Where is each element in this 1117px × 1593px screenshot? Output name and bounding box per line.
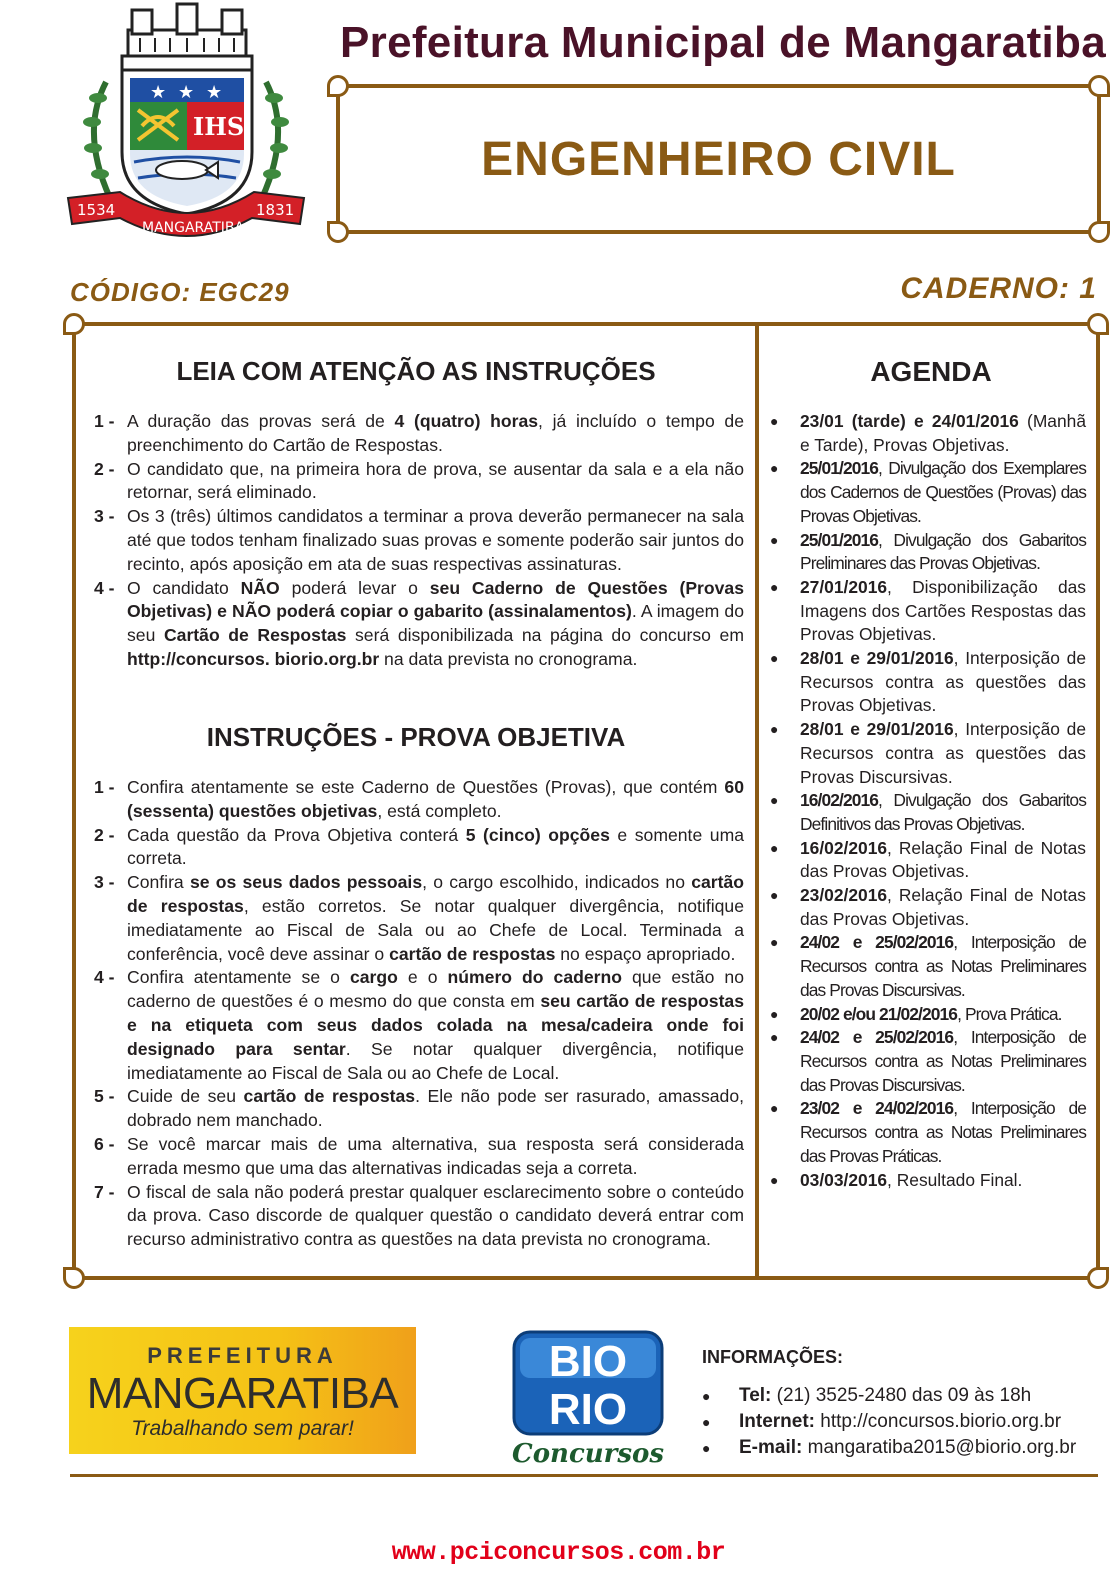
emphasis-text: 4 (quatro) horas: [394, 411, 539, 431]
instruction-item: [94, 577, 744, 672]
emphasis-text: cargo: [349, 967, 398, 988]
frame-corner-ornament: [63, 313, 85, 335]
instruction-text: [127, 776, 744, 824]
agenda-text: [800, 1097, 1086, 1168]
emphasis-text: número do caderno: [447, 967, 622, 988]
emphasis-text: cartão de respostas: [127, 872, 745, 916]
bullet-icon: ●: [770, 1005, 779, 1022]
instruction-text: [127, 458, 744, 506]
frame-corner-ornament: [327, 221, 349, 243]
body-text: Confira atentamente se o: [127, 967, 350, 988]
emphasis-text: 25/01/2016: [800, 458, 879, 479]
bullet-icon: ●: [770, 413, 779, 429]
brand-line-prefeitura: PREFEITURA: [147, 1343, 338, 1368]
instruction-item: [94, 410, 744, 458]
emphasis-text: 28/01 e 29/01/2016: [800, 648, 954, 669]
instruction-number: 3 -: [94, 872, 115, 893]
emphasis-text: 23/02 e 24/02/2016: [800, 1098, 954, 1119]
svg-text:★: ★: [178, 82, 195, 102]
instruction-item: [94, 824, 744, 872]
instructions-list: [94, 410, 744, 672]
emphasis-text: 16/02/2016: [800, 790, 879, 811]
brand-line-mangaratiba: MANGARATIBA: [86, 1369, 399, 1418]
bullet-icon: ●: [770, 721, 779, 738]
instruction-item: [94, 966, 744, 1085]
agenda-item: [766, 576, 1086, 647]
agenda-item: [766, 647, 1086, 718]
brand-slogan: Trabalhando sem parar!: [131, 1417, 354, 1440]
body-text: que estão no caderno de questões é o mesmo do que consta em: [127, 967, 745, 1012]
emphasis-text: cartão de respostas: [243, 1086, 416, 1107]
internet-label: Internet:: [739, 1411, 815, 1432]
instructions-frame: [72, 322, 1100, 1280]
frame-corner-ornament: [1087, 1267, 1109, 1289]
instruction-text: [127, 1133, 744, 1181]
frame-corner-ornament: [327, 75, 349, 97]
exam-code: CÓDIGO: EGC29: [70, 277, 290, 307]
bullet-icon: ●: [770, 460, 779, 477]
instruction-number: 4 -: [94, 967, 115, 988]
body-text: . Ele não pode ser rasurado, amassado, dobrado nem manchado.: [127, 1086, 745, 1131]
body-text: , Prova Prática.: [957, 1003, 1062, 1024]
emphasis-text: 25/01/2016: [800, 529, 879, 550]
svg-text:★: ★: [150, 82, 167, 102]
bullet-icon: ●: [770, 792, 779, 809]
body-text: . A imagem do seu: [127, 601, 744, 646]
body-text: Os 3 (três) últimos candidatos a terminar a prova deverão permanecer na sala até que todos tenham finalizado suas provas e somente poderão sair juntos do recinto, após aposição em ata de suas respectivas assinaturas.: [127, 506, 744, 574]
body-text: Cuide de seu: [127, 1086, 244, 1107]
frame-corner-ornament: [63, 1267, 85, 1289]
instructions-heading: LEIA COM ATENÇÃO AS INSTRUÇÕES: [176, 356, 656, 386]
body-text: , o cargo escolhido, indicados no: [422, 872, 692, 893]
agenda-item: [766, 1003, 1086, 1027]
info-heading: INFORMAÇÕES:: [702, 1347, 843, 1367]
agenda-text: [800, 718, 1086, 789]
body-text: Cada questão da Prova Objetiva conterá: [127, 824, 466, 845]
svg-text:IHS: IHS: [193, 112, 245, 141]
svg-text:1534: 1534: [77, 201, 116, 219]
info-internet: [702, 1411, 1061, 1433]
instruction-text: [127, 966, 744, 1085]
emphasis-text: 28/01 e 29/01/2016: [800, 719, 954, 740]
svg-text:BIO: BIO: [548, 1337, 628, 1386]
svg-text:★: ★: [206, 82, 223, 102]
instruction-text: [127, 577, 744, 672]
tel-value: (21) 3525-2480 das 09 às 18h: [771, 1385, 1032, 1406]
objective-instructions-list: [94, 776, 744, 1252]
emphasis-text: 03/03/2016: [800, 1169, 888, 1190]
instruction-text: [127, 505, 744, 576]
cargo-title: ENGENHEIRO CIVIL: [481, 133, 956, 186]
bullet-icon: ●: [702, 1388, 711, 1404]
body-text: A duração das provas será de: [127, 411, 395, 431]
agenda-list: [766, 410, 1086, 1192]
frame-corner-ornament: [1088, 75, 1110, 97]
body-text: e o: [397, 967, 448, 988]
svg-text:MANGARATIBA: MANGARATIBA: [142, 220, 245, 236]
agenda-item: [766, 931, 1086, 1002]
body-text: , Relação Final de Notas das Provas Objetivas.: [800, 885, 1086, 929]
bullet-icon: ●: [770, 839, 779, 856]
booklet-number: CADERNO: 1: [900, 272, 1097, 305]
agenda-item: [766, 1097, 1086, 1168]
body-text: , estão corretos. Se notar qualquer divergência, notifique imediatamente ao Fiscal de Sala ou ao Chefe de Local. Terminada a conferência, você deve assinar o: [127, 895, 744, 964]
info-email: [702, 1437, 1076, 1459]
agenda-text: [800, 457, 1086, 528]
bullet-icon: ●: [702, 1414, 711, 1430]
emphasis-text: NÃO: [240, 577, 280, 598]
bullet-icon: ●: [770, 1100, 779, 1117]
body-text: poderá levar o: [279, 577, 430, 598]
instruction-item: [94, 1181, 744, 1252]
agenda-text: [800, 1169, 1086, 1193]
body-text: , Divulgação dos Gabaritos Definitivos das Provas Objetivas.: [800, 790, 1086, 834]
instruction-text: [127, 824, 744, 872]
body-text: O candidato: [127, 577, 241, 598]
agenda-item: [766, 837, 1086, 884]
agenda-text: [800, 931, 1086, 1002]
emphasis-text: seu Caderno de Questões (Provas Objetivas) e NÃO poderá copiar o gabarito (assinalamentos): [127, 577, 744, 622]
emphasis-text: cartão de respostas: [389, 943, 556, 964]
instruction-text: [127, 410, 744, 458]
body-text: Confira atentamente se este Caderno de Questões (Provas), que contém: [127, 777, 725, 797]
agenda-item: [766, 1169, 1086, 1193]
agenda-text: [800, 837, 1086, 884]
agenda-text: [800, 647, 1086, 718]
instruction-number: 5 -: [94, 1086, 115, 1107]
instruction-text: [127, 1181, 744, 1252]
instruction-number: 3 -: [94, 506, 115, 527]
agenda-item: [766, 410, 1086, 457]
svg-text:Concursos: Concursos: [512, 1439, 664, 1469]
body-text: . Se notar qualquer divergência, notifique imediatamente ao Fiscal de Sala ou ao Chefe de Local.: [127, 1038, 744, 1083]
bullet-icon: ●: [770, 531, 779, 548]
body-text: , Divulgação dos Gabaritos Preliminares das Provas Objetivas.: [800, 529, 1086, 574]
column-divider: [755, 326, 759, 1276]
emphasis-text: 5 (cinco) opções: [465, 824, 610, 845]
agenda-item: [766, 789, 1086, 836]
instruction-item: [94, 776, 744, 824]
instruction-item: [94, 505, 744, 576]
bullet-icon: ●: [770, 1171, 779, 1188]
body-text: na data prevista no cronograma.: [379, 648, 638, 669]
body-text: Confira: [127, 872, 190, 893]
agenda-text: [800, 884, 1086, 931]
agenda-item: [766, 884, 1086, 931]
email-label: E-mail:: [739, 1437, 803, 1458]
body-text: , Interposição de Recursos contra as Notas Preliminares das Provas Discursivas.: [800, 1027, 1086, 1095]
agenda-text: [800, 1003, 1086, 1027]
emphasis-text: seu cartão de respostas e na etiqueta com seus dados colada na mesa/cadeira onde foi designado para sentar: [127, 991, 744, 1059]
body-text: O fiscal de sala não poderá prestar qualquer esclarecimento sobre o conteúdo da prova. Caso discorde de qualquer questão o candidato deverá entrar com recurso administrativo contra as questões na data prevista no cronograma.: [127, 1181, 744, 1250]
emphasis-text: 24/02 e 25/02/2016: [800, 932, 954, 953]
instruction-text: [127, 871, 744, 966]
prefeitura-mangaratiba-logo: [69, 1327, 416, 1454]
body-text: , Interposição de Recursos contra as Notas Preliminares das Provas Discursivas.: [800, 932, 1086, 1000]
body-text: , Relação Final de Notas das Provas Objetivas.: [800, 837, 1086, 882]
instruction-item: [94, 1085, 744, 1133]
body-text: , Resultado Final.: [887, 1169, 1023, 1190]
emphasis-text: 27/01/2016: [800, 576, 888, 597]
instruction-number: 2 -: [94, 824, 115, 845]
agenda-item: [766, 1026, 1086, 1097]
agenda-text: [800, 576, 1086, 647]
agenda-text: [800, 789, 1086, 836]
emphasis-text: se os seus dados pessoais: [189, 872, 423, 893]
body-text: , Interposição de Recursos contra as questões das Provas Discursivas.: [800, 719, 1086, 787]
emphasis-text: http://concursos. biorio.org.br: [127, 648, 380, 669]
source-website[interactable]: www.pciconcursos.com.br: [391, 1538, 726, 1567]
instruction-number: 4 -: [94, 577, 115, 598]
bullet-icon: ●: [770, 934, 779, 951]
body-text: , Divulgação dos Exemplares dos Cadernos de Questões (Provas) das Provas Objetivas.: [800, 458, 1086, 526]
body-text: será disponibilizada na página do concurso em: [346, 625, 744, 646]
agenda-item: [766, 718, 1086, 789]
emphasis-text: 23/01 (tarde) e 24/01/2016: [800, 411, 1019, 431]
svg-text:1831: 1831: [256, 201, 295, 219]
emphasis-text: 23/02/2016: [800, 885, 888, 906]
body-text: no espaço apropriado.: [555, 943, 736, 964]
bullet-icon: ●: [702, 1440, 711, 1456]
body-text: (Manhã e Tarde), Provas Objetivas.: [800, 411, 1086, 455]
instruction-number: 7 -: [94, 1181, 115, 1202]
body-text: , está completo.: [377, 800, 502, 821]
body-text: , Interposição de Recursos contra as Notas Preliminares das Provas Práticas.: [800, 1098, 1086, 1166]
body-text: e somente uma correta.: [127, 824, 745, 869]
municipality-title: Prefeitura Municipal de Mangaratiba: [340, 18, 1106, 67]
bullet-icon: ●: [770, 578, 779, 595]
agenda-text: [800, 529, 1086, 576]
tel-label: Tel:: [739, 1385, 772, 1406]
bullet-icon: ●: [770, 1029, 779, 1046]
body-text: O candidato que, na primeira hora de prova, se ausentar da sala e a ela não retornar, será eliminado.: [127, 458, 744, 503]
svg-text:RIO: RIO: [548, 1385, 628, 1434]
agenda-heading: AGENDA: [870, 356, 992, 387]
body-text: , já incluído o tempo de preenchimento do Cartão de Respostas.: [127, 411, 745, 455]
emphasis-text: 16/02/2016: [800, 837, 888, 858]
bullet-icon: ●: [770, 650, 779, 667]
instruction-item: [94, 458, 744, 506]
emphasis-text: 20/02 e/ou 21/02/2016: [800, 1003, 958, 1024]
agenda-item: [766, 457, 1086, 528]
info-tel: [702, 1385, 1031, 1407]
instruction-number: 6 -: [94, 1133, 115, 1154]
bullet-icon: ●: [770, 887, 779, 904]
instruction-number: 1 -: [94, 411, 115, 431]
biorio-concursos-logo: [512, 1330, 664, 1470]
municipal-crest-logo: [60, 2, 310, 247]
instruction-item: [94, 871, 744, 966]
body-text: , Interposição de Recursos contra as questões das Provas Objetivas.: [800, 648, 1086, 716]
emphasis-text: 24/02 e 25/02/2016: [800, 1027, 954, 1048]
instruction-text: [127, 1085, 744, 1133]
objective-instructions-heading: INSTRUÇÕES - PROVA OBJETIVA: [206, 722, 626, 752]
frame-corner-ornament: [1087, 313, 1109, 335]
body-text: Se você marcar mais de uma alternativa, sua resposta será considerada errada mesmo que uma das alternativas indicadas seja a correta.: [127, 1133, 744, 1178]
instruction-item: [94, 1133, 744, 1181]
instruction-number: 2 -: [94, 458, 115, 479]
instruction-number: 1 -: [94, 777, 115, 797]
body-text: , Disponibilização das Imagens dos Cartões Respostas das Provas Objetivas.: [800, 576, 1086, 645]
agenda-item: [766, 529, 1086, 576]
agenda-text: [800, 1026, 1086, 1097]
footer-rule: [70, 1474, 1098, 1477]
emphasis-text: Cartão de Respostas: [163, 625, 347, 646]
agenda-text: [800, 410, 1086, 457]
email-link[interactable]: mangaratiba2015@biorio.org.br: [802, 1437, 1077, 1458]
frame-corner-ornament: [1088, 221, 1110, 243]
internet-link[interactable]: http://concursos.biorio.org.br: [815, 1411, 1062, 1432]
emphasis-text: 60 (sessenta) questões objetivas: [127, 777, 744, 821]
cargo-title-frame: [336, 84, 1101, 234]
